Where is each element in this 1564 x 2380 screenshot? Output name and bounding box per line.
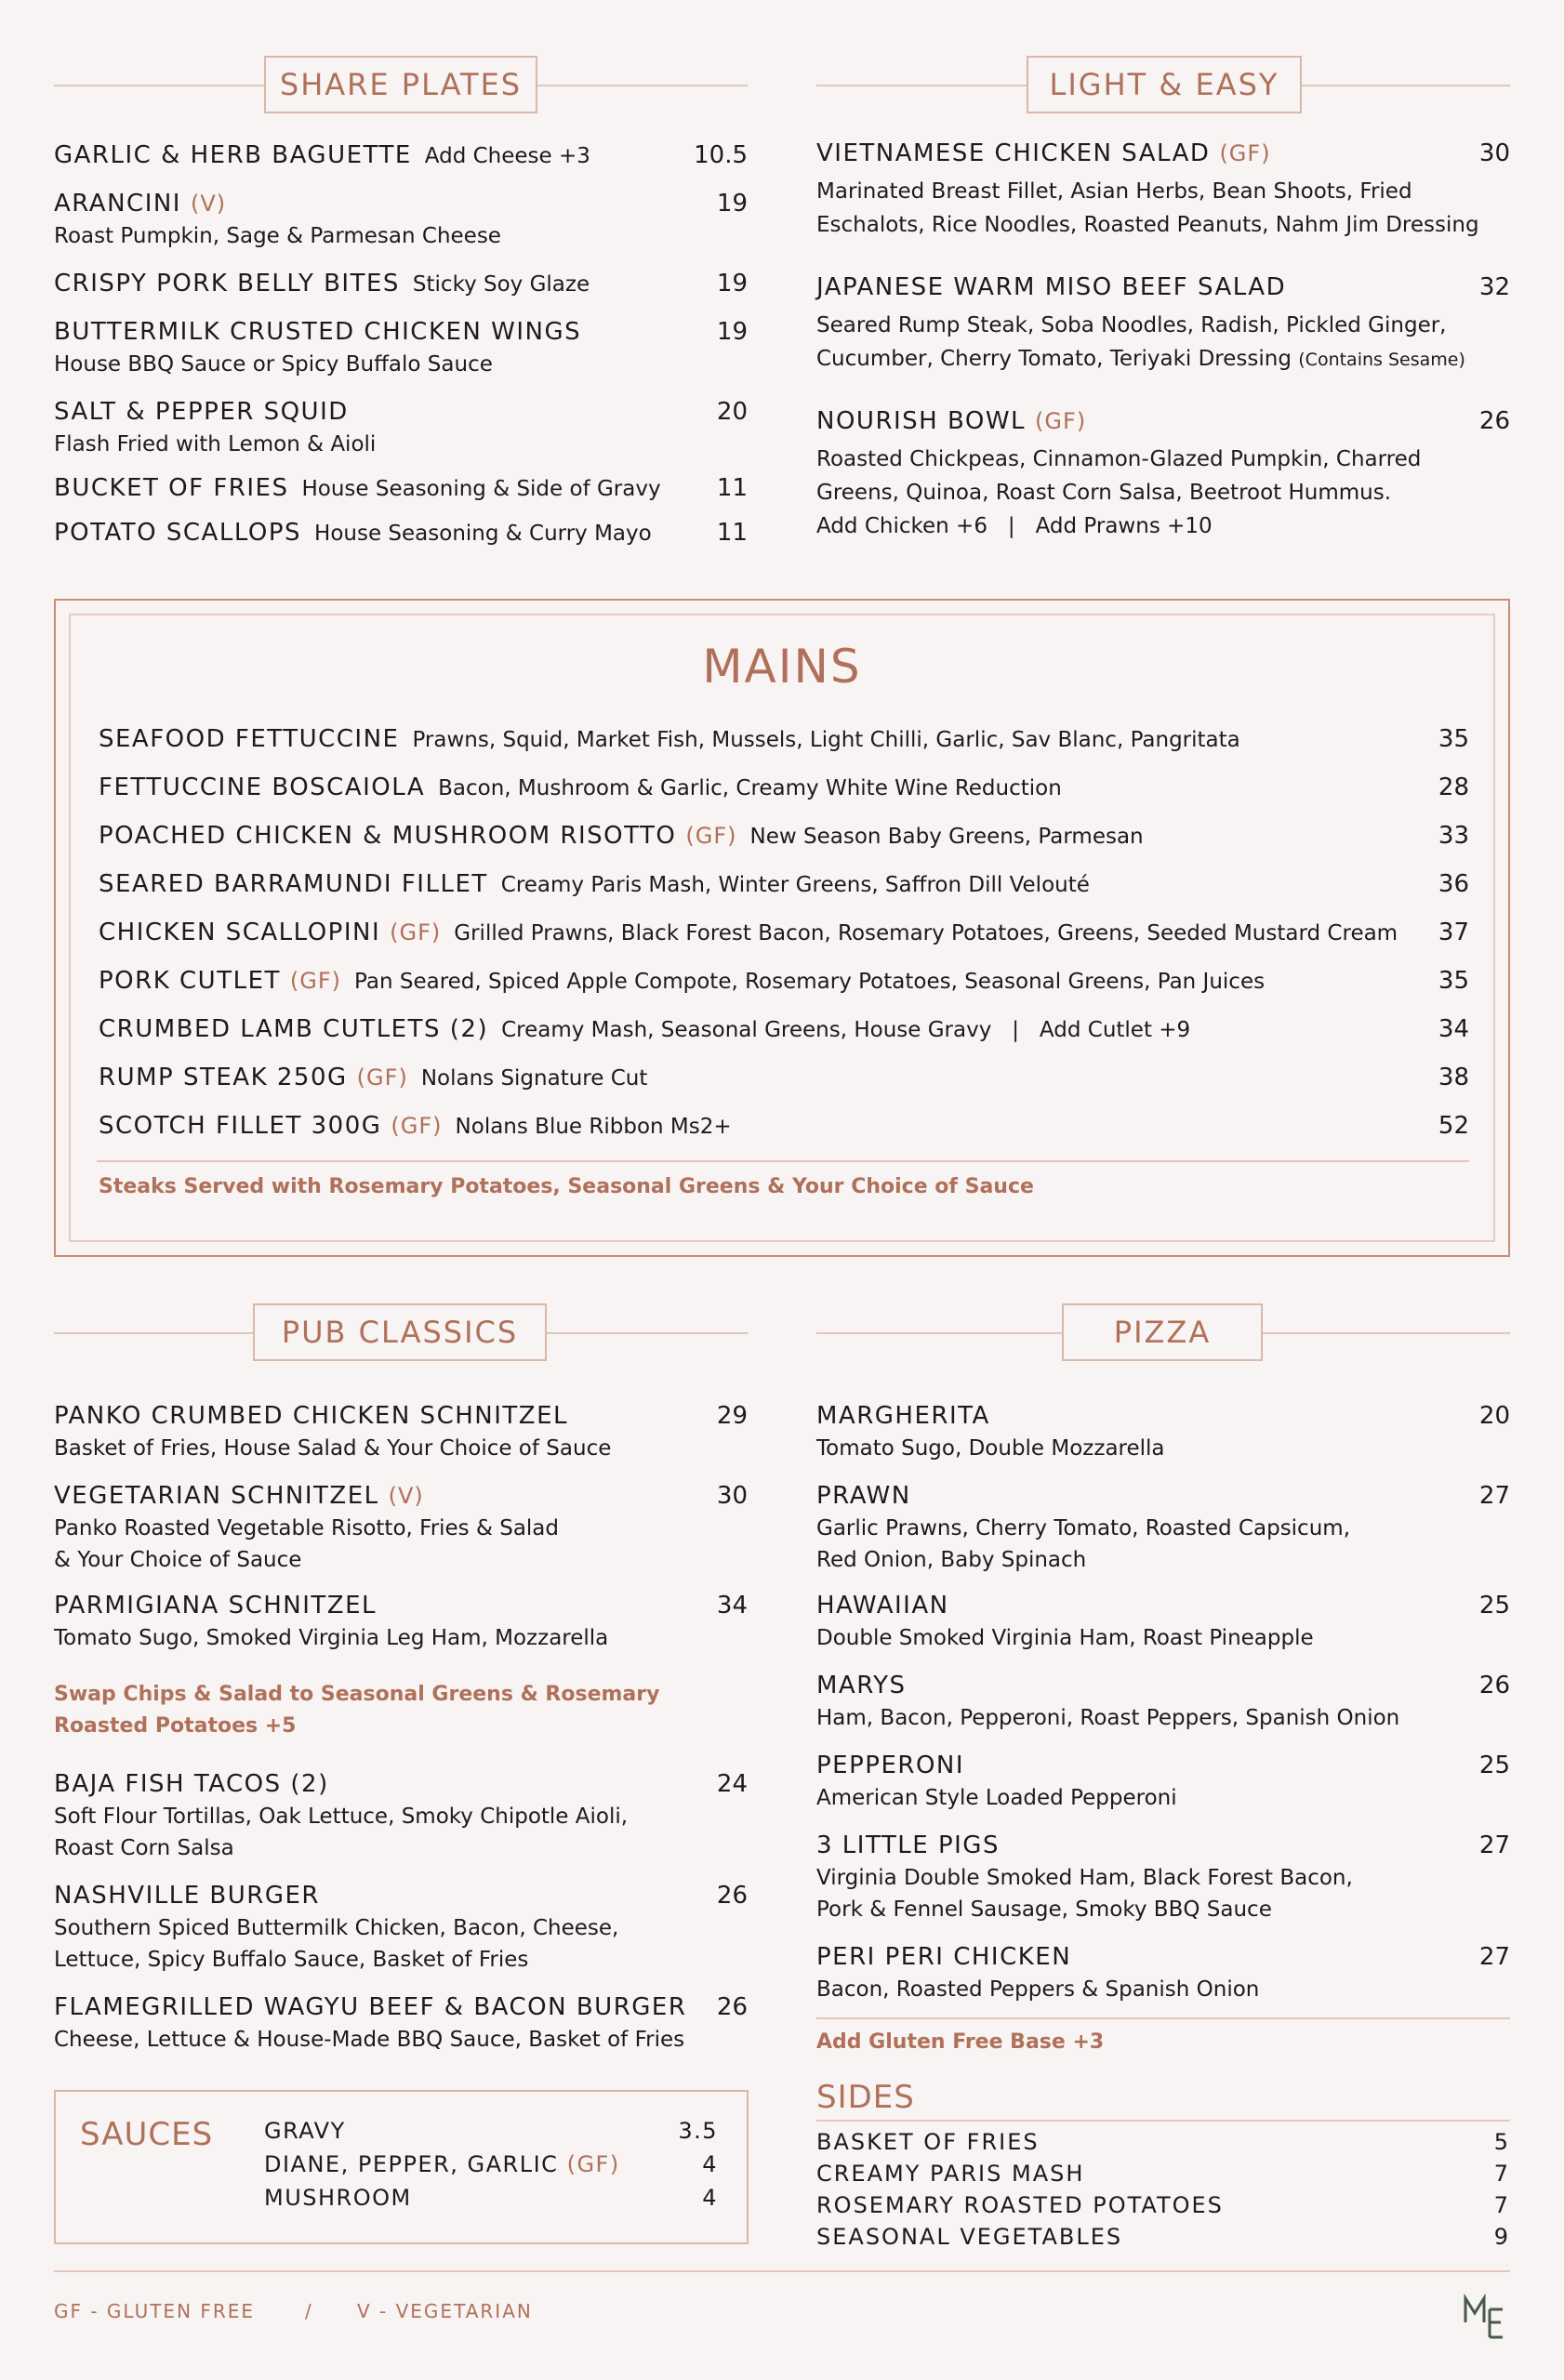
- sauces-title: SAUCES: [80, 2116, 214, 2153]
- item-tag: (GF): [356, 1064, 408, 1091]
- sauce-price: 4: [702, 2151, 718, 2177]
- menu-item: [54, 190, 748, 253]
- sauce-row: [264, 2151, 718, 2177]
- item-tag: (GF): [289, 968, 342, 994]
- item-desc: Virginia Double Smoked Ham, Black Forest Bacon,: [816, 1866, 1353, 1890]
- item-tag: (GF): [1035, 408, 1087, 434]
- side-row: [816, 2192, 1510, 2218]
- item-name: JAPANESE WARM MISO BEEF SALAD: [816, 273, 1287, 301]
- item-desc: Grilled Prawns, Black Forest Bacon, Rosemary Potatoes, Greens, Seeded Mustard Cream: [454, 921, 1398, 945]
- sauce-row: [264, 2118, 718, 2144]
- side-row: [816, 2161, 1510, 2187]
- sides-title: SIDES: [816, 2079, 915, 2116]
- item-tag: (V): [388, 1483, 424, 1509]
- item-name: PANKO CRUMBED CHICKEN SCHNITZEL: [54, 1402, 568, 1430]
- item-name: PEPPERONI: [816, 1752, 965, 1779]
- main-item: [99, 1064, 1469, 1091]
- item-name: NASHVILLE BURGER: [54, 1882, 320, 1910]
- item-name: BAJA FISH TACOS (2): [54, 1770, 329, 1798]
- footer-v-legend: V - VEGETARIAN: [357, 2300, 533, 2322]
- side-name: SEASONAL VEGETABLES: [816, 2224, 1123, 2250]
- item-price: 20: [716, 398, 748, 426]
- item-price: 25: [1478, 1752, 1510, 1779]
- item-name: PARMIGIANA SCHNITZEL: [54, 1592, 378, 1620]
- item-desc: American Style Loaded Pepperoni: [816, 1786, 1177, 1810]
- item-desc: & Your Choice of Sauce: [54, 1548, 302, 1572]
- item-desc: Cucumber, Cherry Tomato, Teriyaki Dressing: [816, 347, 1292, 371]
- item-price: 26: [1478, 407, 1510, 435]
- pizza-divider: [816, 2017, 1510, 2019]
- item-price: 19: [716, 190, 748, 218]
- item-name: PERI PERI CHICKEN: [816, 1943, 1072, 1971]
- item-desc: Seared Rump Steak, Soba Noodles, Radish, Pickled Ginger,: [816, 313, 1447, 337]
- item-desc: Sticky Soy Glaze: [412, 272, 590, 297]
- item-desc: Tomato Sugo, Smoked Virginia Leg Ham, Mozzarella: [54, 1626, 609, 1650]
- item-desc: Creamy Paris Mash, Winter Greens, Saffron Dill Velouté: [500, 873, 1090, 897]
- item-price: 28: [1438, 774, 1469, 801]
- footer-separator: /: [305, 2300, 313, 2322]
- item-price: 26: [716, 1882, 748, 1910]
- item-price: 32: [1478, 273, 1510, 301]
- swap-note-line: Swap Chips & Salad to Seasonal Greens & Rosemary: [54, 1683, 660, 1706]
- light-easy-title: LIGHT & EASY: [1027, 56, 1302, 113]
- main-item: [99, 774, 1469, 801]
- menu-item: [54, 1993, 748, 2056]
- pub-classics-header: [54, 1303, 748, 1361]
- sauce-name: GRAVY: [264, 2118, 346, 2144]
- pizza-header: [816, 1303, 1510, 1361]
- item-desc: Bacon, Roasted Peppers & Spanish Onion: [816, 1977, 1260, 2002]
- footer-divider: [54, 2270, 1510, 2272]
- item-name: PRAWN: [816, 1482, 911, 1510]
- item-name: GARLIC & HERB BAGUETTE: [54, 141, 412, 169]
- pizza-item: [816, 1402, 1510, 1465]
- item-price: 19: [716, 318, 748, 346]
- sauce-name: DIANE, PEPPER, GARLIC: [264, 2151, 559, 2177]
- item-name: VEGETARIAN SCHNITZEL: [54, 1482, 379, 1510]
- item-name: SALT & PEPPER SQUID: [54, 398, 349, 426]
- item-name: MARGHERITA: [816, 1402, 990, 1430]
- item-desc: Panko Roasted Vegetable Risotto, Fries & Salad: [54, 1516, 560, 1540]
- item-tag: (GF): [1219, 140, 1271, 166]
- item-desc: Creamy Mash, Seasonal Greens, House Gravy | Add Cutlet +9: [501, 1018, 1191, 1042]
- menu-item: [54, 1592, 748, 1655]
- item-add-ons: Add Chicken +6 | Add Prawns +10: [816, 514, 1213, 538]
- item-desc: New Season Baby Greens, Parmesan: [749, 825, 1144, 849]
- share-plates-title: SHARE PLATES: [264, 56, 537, 113]
- item-name: CRUMBED LAMB CUTLETS (2): [99, 1015, 489, 1043]
- item-desc: Roast Corn Salsa: [54, 1836, 234, 1860]
- item-price: 29: [716, 1402, 748, 1430]
- sauce-row: [264, 2185, 718, 2211]
- swap-note-line: Roasted Potatoes +5: [54, 1714, 297, 1738]
- item-desc: Roasted Chickpeas, Cinnamon-Glazed Pumpkin, Charred: [816, 447, 1422, 471]
- item-tag: (GF): [391, 1113, 443, 1139]
- item-desc: Soft Flour Tortillas, Oak Lettuce, Smoky Chipotle Aioli,: [54, 1805, 629, 1829]
- item-note: (Contains Sesame): [1298, 350, 1465, 370]
- item-desc: House Seasoning & Curry Mayo: [314, 522, 652, 546]
- menu-item: [54, 270, 748, 298]
- item-tag: (V): [190, 191, 227, 217]
- sauce-price: 3.5: [678, 2118, 718, 2144]
- item-desc: Cheese, Lettuce & House-Made BBQ Sauce, Basket of Fries: [54, 2028, 685, 2052]
- item-name: CRISPY PORK BELLY BITES: [54, 270, 400, 298]
- item-name: FLAMEGRILLED WAGYU BEEF & BACON BURGER: [54, 1993, 687, 2021]
- pizza-item: [816, 1831, 1510, 1926]
- item-name: SCOTCH FILLET 300G: [99, 1112, 382, 1140]
- item-price: 35: [1438, 967, 1469, 995]
- item-desc: House BBQ Sauce or Spicy Buffalo Sauce: [54, 352, 493, 377]
- item-name: POACHED CHICKEN & MUSHROOM RISOTTO: [99, 822, 677, 850]
- item-desc: Basket of Fries, House Salad & Your Choice of Sauce: [54, 1436, 612, 1461]
- item-desc: Nolans Blue Ribbon Ms2+: [455, 1115, 732, 1139]
- main-item: [99, 919, 1469, 946]
- brand-logo-icon: [1462, 2289, 1514, 2341]
- item-name: NOURISH BOWL: [816, 407, 1027, 435]
- pizza-item: [816, 1943, 1510, 2006]
- swap-note: [54, 1679, 659, 1742]
- sides-divider: [816, 2120, 1510, 2122]
- item-price: 25: [1478, 1592, 1510, 1620]
- item-name: PORK CUTLET: [99, 967, 281, 995]
- sauce-name: MUSHROOM: [264, 2185, 412, 2211]
- item-desc: Double Smoked Virginia Ham, Roast Pineapple: [816, 1626, 1314, 1650]
- item-price: 34: [1438, 1015, 1469, 1043]
- item-name: SEAFOOD FETTUCCINE: [99, 725, 400, 753]
- side-row: [816, 2129, 1510, 2155]
- item-price: 20: [1478, 1402, 1510, 1430]
- item-price: 19: [716, 270, 748, 298]
- menu-item: [54, 474, 748, 502]
- sauce-price: 4: [702, 2185, 718, 2211]
- item-price: 11: [716, 474, 748, 502]
- side-row: [816, 2224, 1510, 2250]
- pizza-item: [816, 1752, 1510, 1815]
- item-desc: Ham, Bacon, Pepperoni, Roast Peppers, Spanish Onion: [816, 1706, 1400, 1730]
- item-desc: Add Cheese +3: [424, 144, 590, 168]
- main-item: [99, 822, 1469, 850]
- item-price: 27: [1478, 1482, 1510, 1510]
- menu-item: [816, 139, 1510, 242]
- side-name: ROSEMARY ROASTED POTATOES: [816, 2192, 1224, 2218]
- item-desc: Southern Spiced Buttermilk Chicken, Bacon, Cheese,: [54, 1916, 619, 1940]
- menu-item: [54, 141, 748, 169]
- main-item: [99, 870, 1469, 898]
- item-price: 24: [716, 1770, 748, 1798]
- main-item: [99, 1015, 1469, 1043]
- item-tag: (GF): [390, 919, 442, 945]
- item-name: RUMP STEAK 250G: [99, 1064, 348, 1091]
- pizza-item: [816, 1592, 1510, 1655]
- item-price: 26: [1478, 1672, 1510, 1699]
- item-name: 3 LITTLE PIGS: [816, 1831, 1000, 1859]
- share-plates-header: [54, 56, 748, 113]
- item-desc: House Seasoning & Side of Gravy: [301, 477, 661, 501]
- item-desc: Prawns, Squid, Market Fish, Mussels, Light Chilli, Garlic, Sav Blanc, Pangritata: [412, 728, 1240, 752]
- item-desc: Lettuce, Spicy Buffalo Sauce, Basket of Fries: [54, 1948, 529, 1972]
- menu-item: [54, 318, 748, 381]
- item-price: 11: [716, 519, 748, 547]
- item-desc: Red Onion, Baby Spinach: [816, 1548, 1087, 1572]
- item-desc: Pan Seared, Spiced Apple Compote, Rosemary Potatoes, Seasonal Greens, Pan Juices: [354, 970, 1266, 994]
- side-price: 7: [1493, 2161, 1510, 2187]
- footer-gf-legend: GF - GLUTEN FREE: [54, 2300, 256, 2322]
- item-name: HAWAIIAN: [816, 1592, 949, 1620]
- menu-item: [54, 398, 748, 461]
- menu-item: [54, 1402, 748, 1465]
- item-price: 34: [716, 1592, 748, 1620]
- item-price: 35: [1438, 725, 1469, 753]
- item-desc: Pork & Fennel Sausage, Smoky BBQ Sauce: [816, 1897, 1272, 1922]
- menu-item: [816, 407, 1510, 543]
- item-price: 52: [1438, 1112, 1469, 1140]
- side-name: BASKET OF FRIES: [816, 2129, 1040, 2155]
- menu-item: [54, 1882, 748, 1977]
- side-price: 7: [1493, 2192, 1510, 2218]
- item-name: FETTUCCINE BOSCAIOLA: [99, 774, 426, 801]
- item-name: CHICKEN SCALLOPINI: [99, 919, 381, 946]
- main-item: [99, 725, 1469, 753]
- item-desc: Greens, Quinoa, Roast Corn Salsa, Beetroot Hummus.: [816, 481, 1392, 505]
- item-desc: Garlic Prawns, Cherry Tomato, Roasted Capsicum,: [816, 1516, 1351, 1540]
- mains-title: MAINS: [702, 640, 862, 694]
- main-item: [99, 1112, 1469, 1140]
- item-desc: Eschalots, Rice Noodles, Roasted Peanuts, Nahm Jim Dressing: [816, 213, 1479, 237]
- item-price: 27: [1478, 1831, 1510, 1859]
- side-name: CREAMY PARIS MASH: [816, 2161, 1085, 2187]
- menu-item: [54, 519, 748, 547]
- side-price: 5: [1493, 2129, 1510, 2155]
- item-price: 10.5: [694, 141, 748, 169]
- item-price: 26: [716, 1993, 748, 2021]
- pizza-item: [816, 1672, 1510, 1735]
- item-price: 37: [1438, 919, 1469, 946]
- pizza-title: PIZZA: [1062, 1303, 1263, 1361]
- item-price: 30: [1478, 139, 1510, 167]
- item-desc: Nolans Signature Cut: [420, 1066, 648, 1091]
- item-price: 38: [1438, 1064, 1469, 1091]
- item-price: 36: [1438, 870, 1469, 898]
- menu-item: [54, 1482, 748, 1577]
- item-name: POTATO SCALLOPS: [54, 519, 302, 547]
- light-easy-header: [816, 56, 1510, 113]
- item-name: ARANCINI: [54, 190, 181, 218]
- item-desc: Flash Fried with Lemon & Aioli: [54, 432, 377, 456]
- item-desc: Marinated Breast Fillet, Asian Herbs, Bean Shoots, Fried: [816, 179, 1412, 204]
- sauce-tag: (GF): [566, 2151, 620, 2177]
- mains-divider: [97, 1160, 1469, 1162]
- pizza-note: Add Gluten Free Base +3: [816, 2030, 1105, 2054]
- main-item: [99, 967, 1469, 995]
- item-name: BUTTERMILK CRUSTED CHICKEN WINGS: [54, 318, 582, 346]
- item-price: 33: [1438, 822, 1469, 850]
- mains-note: Steaks Served with Rosemary Potatoes, Seasonal Greens & Your Choice of Sauce: [99, 1175, 1034, 1198]
- menu-item: [54, 1770, 748, 1865]
- item-desc: Roast Pumpkin, Sage & Parmesan Cheese: [54, 224, 501, 248]
- item-price: 27: [1478, 1943, 1510, 1971]
- item-tag: (GF): [685, 823, 737, 849]
- item-name: VIETNAMESE CHICKEN SALAD: [816, 139, 1211, 167]
- item-name: SEARED BARRAMUNDI FILLET: [99, 870, 488, 898]
- item-desc: Bacon, Mushroom & Garlic, Creamy White Wine Reduction: [438, 776, 1062, 800]
- item-desc: Tomato Sugo, Double Mozzarella: [816, 1436, 1165, 1461]
- item-price: 30: [716, 1482, 748, 1510]
- menu-item: [816, 273, 1510, 377]
- item-name: MARYS: [816, 1672, 907, 1699]
- item-name: BUCKET OF FRIES: [54, 474, 289, 502]
- pizza-item: [816, 1482, 1510, 1577]
- side-price: 9: [1493, 2224, 1510, 2250]
- pub-classics-title: PUB CLASSICS: [253, 1303, 547, 1361]
